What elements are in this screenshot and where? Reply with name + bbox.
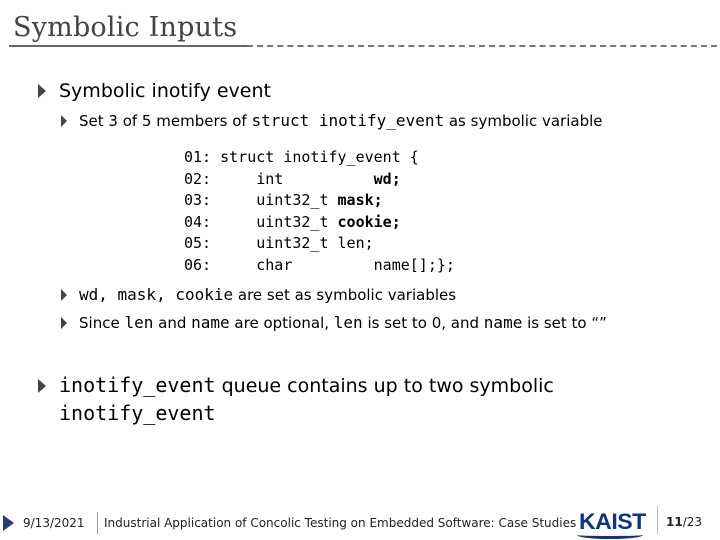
code-line — [184, 147, 455, 169]
bullet2-text: queue contains up to two symbolic — [215, 375, 554, 397]
code-line-number: 06: — [184, 255, 212, 274]
sub3-code-name: name — [191, 313, 230, 332]
sub3-pre: Since — [79, 314, 125, 332]
footer-divider-2 — [657, 506, 658, 534]
sub1-pre: Set 3 of 5 members of — [79, 112, 252, 130]
slide-title: Symbolic Inputs — [13, 12, 238, 43]
sub-bullet-triangle-icon — [61, 317, 67, 329]
sub-bullet-triangle-icon — [61, 289, 67, 301]
code-line — [184, 190, 455, 212]
code-line — [184, 233, 455, 255]
sub3-mid3: is set to 0, and — [362, 314, 484, 332]
code-line — [184, 212, 455, 234]
sub3-code-len-2: len — [333, 313, 363, 332]
kaist-logo-swoosh-icon — [577, 531, 643, 539]
code-token: mask; — [337, 191, 383, 210]
code-token: char name[];}; — [211, 255, 455, 274]
bullet-triangle-icon — [38, 84, 46, 98]
footer-title: Industrial Application of Concolic Testing on Embedded Software: Case Studies — [104, 516, 577, 530]
code-line — [184, 255, 455, 277]
sub1-post: as symbolic variable — [444, 112, 603, 130]
code-token: wd; — [373, 169, 401, 188]
code-token: uint32_t len; — [211, 234, 374, 253]
sub-bullet-symbolic-variables — [79, 285, 456, 305]
footer-triangle-icon — [3, 515, 14, 531]
page-total: /23 — [682, 515, 703, 529]
title-dashed-rule — [247, 45, 717, 47]
bullet2-code: inotify_event — [59, 373, 216, 397]
page-number — [666, 515, 702, 529]
sub3-code-name-2: name — [483, 313, 523, 332]
footer-date: 9/13/2021 — [23, 516, 85, 530]
code-block — [184, 147, 455, 277]
code-line-number: 05: — [184, 234, 212, 253]
kaist-logo-text: KAIST — [579, 509, 646, 534]
code-token: struct inotify_event { — [211, 148, 419, 166]
bullet-triangle-icon — [38, 379, 46, 393]
code-token: uint32_t — [211, 191, 338, 210]
sub3-mid2: are optional, — [229, 314, 334, 332]
sub2-post: are set as symbolic variables — [233, 286, 457, 304]
sub3-mid1: and — [153, 314, 192, 332]
sub-bullet-triangle-icon — [61, 115, 67, 127]
page-current: 11 — [666, 515, 683, 529]
sub-bullet-set-members — [79, 111, 603, 131]
title-underline — [9, 45, 247, 47]
sub1-code: struct inotify_event — [251, 111, 445, 130]
code-line-number: 03: — [184, 191, 212, 210]
code-line-number: 02: — [184, 169, 212, 188]
code-token: int — [211, 169, 374, 188]
code-token: cookie; — [337, 212, 401, 231]
code-line-number: 04: — [184, 212, 212, 231]
sub3-post: is set to “” — [522, 314, 607, 332]
footer-divider — [97, 512, 98, 534]
code-line — [184, 169, 455, 191]
sub-bullet-optional-members — [79, 313, 607, 333]
bullet2-code-2: inotify_event — [59, 401, 216, 425]
bullet-queue-contains-line2 — [59, 401, 216, 426]
code-token: uint32_t — [211, 212, 338, 231]
sub3-code-len: len — [124, 313, 154, 332]
kaist-logo — [575, 509, 647, 537]
code-line-number: 01: — [184, 148, 212, 166]
bullet-symbolic-inotify-event: Symbolic inotify event — [59, 80, 271, 102]
bullet-queue-contains — [59, 373, 554, 398]
sub2-code: wd, mask, cookie — [79, 285, 234, 304]
